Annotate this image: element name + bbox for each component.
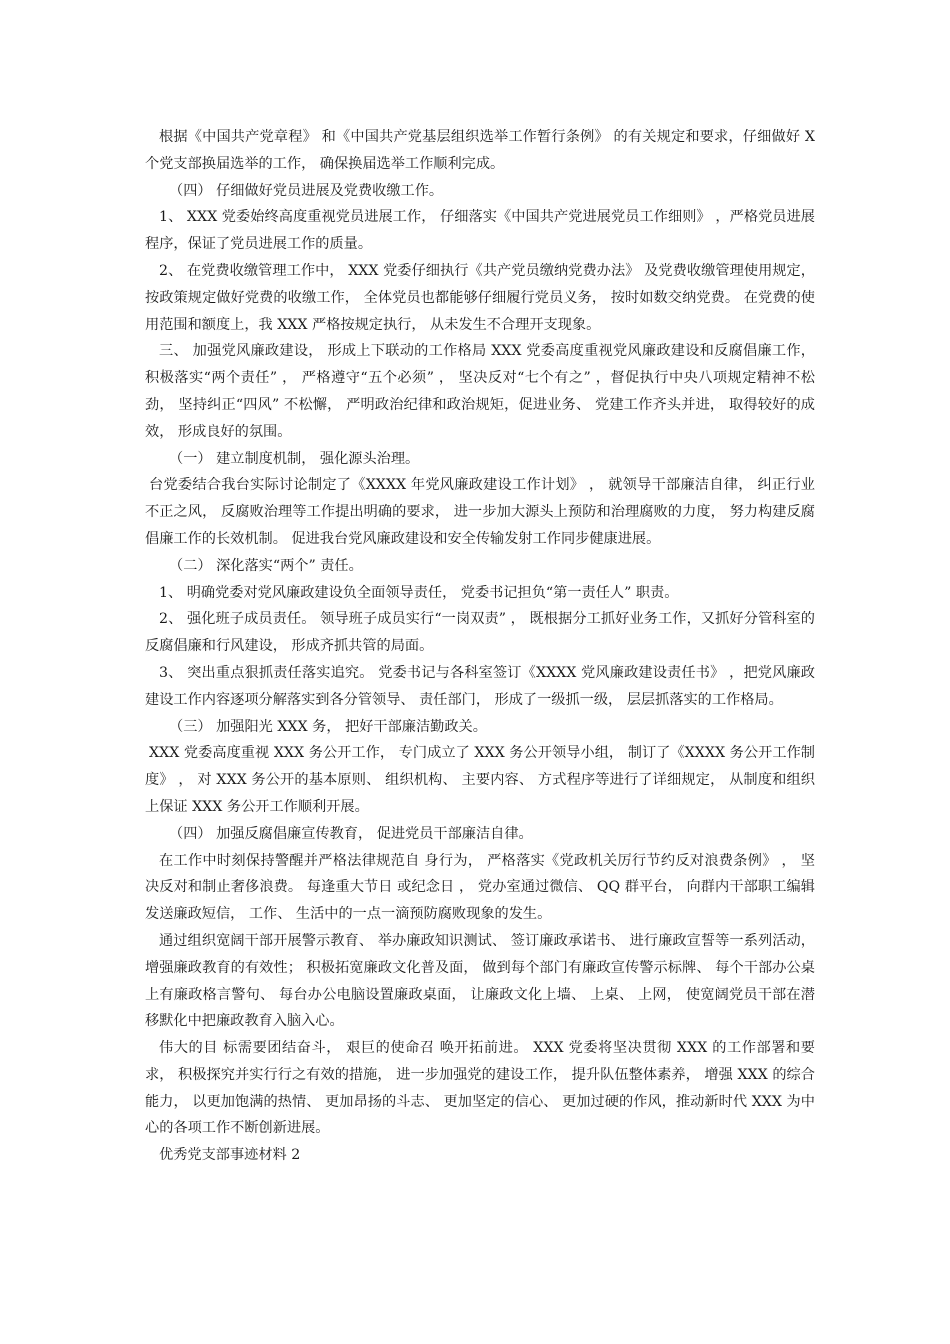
paragraph: 1、 XXX 党委始终高度重视党员进展工作， 仔细落实《中国共产党进展党员工作细则》 ，严格党员进展程序，保证了党员进展工作的质量。 [145,209,815,253]
section-heading: （四） 加强反腐倡廉宣传教育， 促进党员干部廉洁自律。 [169,825,533,842]
paragraph: 2、 强化班子成员责任。 领导班子成员实行“一岗双责” ， 既根据分工抓好业务工作，又抓好分管科室的反腐倡廉和行风建设， 形成齐抓共管的局面。 [145,611,815,655]
section-heading: （三） 加强阳光 XXX 务， 把好干部廉洁勤政关。 [169,718,487,735]
document-body [145,124,815,1169]
paragraph: 根据《中国共产党章程》 和《中国共产党基层组织选举工作暂行条例》 的有关规定和要求，仔细做好 X 个党支部换届选举的工作， 确保换届选举工作顺利完成。 [145,129,815,172]
next-section-title: 优秀党支部事迹材料 2 [159,1147,301,1164]
paragraph: 1、 明确党委对党风廉政建设负全面领导责任， 党委书记担负“第一责任人” 职责。 [159,584,679,601]
section-heading: 三、 加强党风廉政建设， 形成上下联动的工作格局 XXX 党委高度重视党风廉政建设和反腐倡廉工作， 积极落实“两个责任” ， 严格遵守“五个必须” ， 坚决反对“七个有之” ，督促执行中央八项规定精神不松劲， 坚持纠正“四风” 不松懈， 严明政治纪律和政治规矩，促进业务、 党建工作齐头并进， 取得较好的成效， 形成良好的氛围。 [145,343,815,440]
paragraph: 通过组织宽阔干部开展警示教育、 举办廉政知识测试、 签订廉政承诺书、 进行廉政宣誓等一系列活动， 增强廉政教育的有效性； 积极拓宽廉政文化普及面， 做到每个部门有廉政宣传警示标牌、 每个干部办公桌上有廉政格言警句、 每台办公电脑设置廉政桌面， 让廉政文化上墙、 上桌、 上网， 使宽阔党员干部在潜移默化中把廉政教育入脑入心。 [145,932,815,1030]
paragraph: 2、 在党费收缴管理工作中， XXX 党委仔细执行《共产党员缴纳党费办法》 及党费收缴管理使用规定， 按政策规定做好党费的收缴工作， 全体党员也都能够仔细履行党员义务， 按时如数交纳党费。 在党费的使用范围和额度上，我 XXX 严格按规定执行， 从未发生不合理开支现象。 [145,262,815,333]
paragraph: 在工作中时刻保持警醒并严格法律规范自 身行为， 严格落实《党政机关厉行节约反对浪费条例》 ， 坚决反对和制止奢侈浪费。 每逢重大节日 或纪念日 ， 党办室通过微信、 QQ 群平台， 向群内干部职工编辑发送廉政短信， 工作、 生活中的一点一滴预防腐败现象的发生。 [145,852,815,923]
section-heading: （四） 仔细做好党员进展及党费收缴工作。 [169,182,444,199]
section-heading: （二） 深化落实“两个” 责任。 [169,557,363,574]
section-heading: （一） 建立制度机制， 强化源头治理。 [169,450,420,467]
paragraph: XXX 党委高度重视 XXX 务公开工作， 专门成立了 XXX 务公开领导小组， 制订了《XXXX 务公开工作制度》 ， 对 XXX 务公开的基本原则、 组织机构、 主要内容、 方式程序等进行了详细规定， 从制度和组织上保证 XXX 务公开工作顺利开展。 [145,745,815,815]
paragraph: 3、 突出重点狠抓责任落实追究。 党委书记与各科室签订《XXXX 党风廉政建设责任书》 ，把党风廉政建设工作内容逐项分解落实到各分管领导、 责任部门， 形成了一级抓一级， 层层抓落实的工作格局。 [145,664,815,708]
paragraph: 台党委结合我台实际讨论制定了《XXXX 年党风廉政建设工作计划》 ， 就领导干部廉洁自律， 纠正行业不正之风， 反腐败治理等工作提出明确的要求， 进一步加大源头上预防和治理腐败的力度， 努力构建反腐倡廉工作的长效机制。 促进我台党风廉政建设和安全传输发射工作同步健康进展。 [145,477,815,547]
paragraph: 伟大的目 标需要团结奋斗， 艰巨的使命召 唤开拓前进。 XXX 党委将坚决贯彻 XXX 的工作部署和要求， 积极探究并实行行之有效的措施， 进一步加强党的建设工作， 提升队伍整体素养， 增强 XXX 的综合能力， 以更加饱满的热情、 更加昂扬的斗志、 更加坚定的信心、 更加过硬的作风，推动新时代 XXX 为中心的各项工作不断创新进展。 [145,1040,815,1137]
